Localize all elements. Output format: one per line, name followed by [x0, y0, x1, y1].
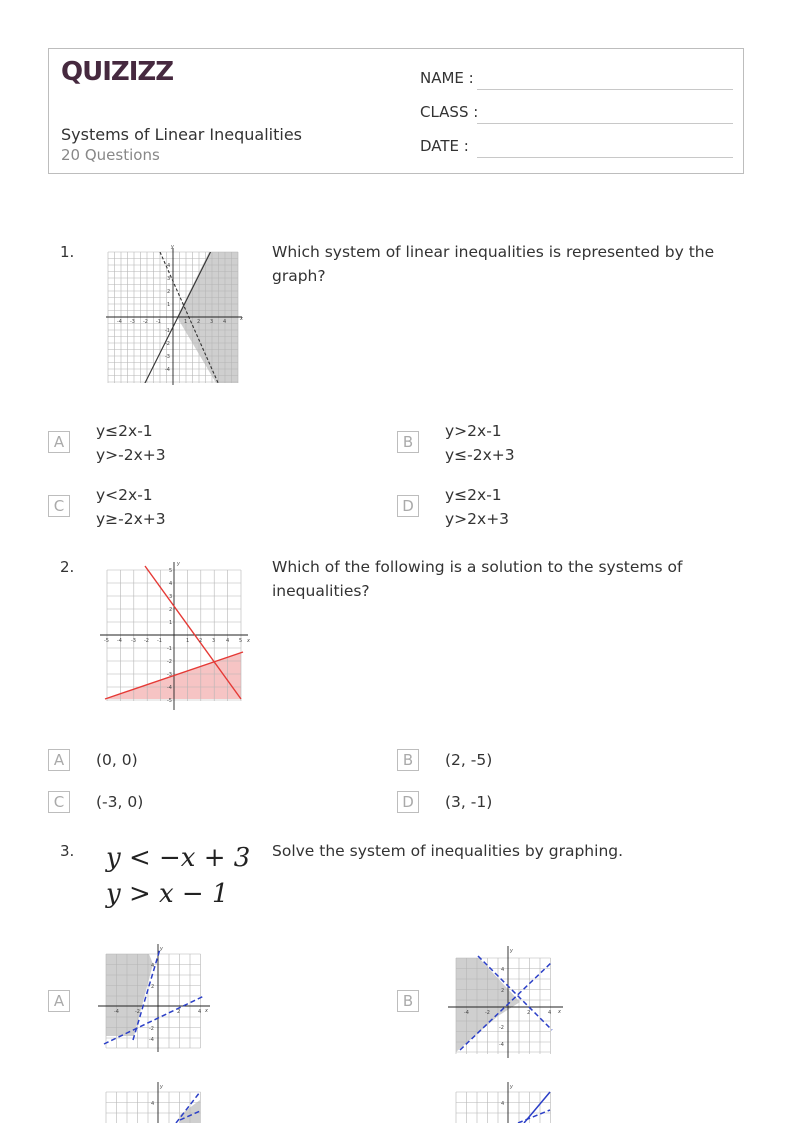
class-label: CLASS : — [420, 103, 479, 121]
q1-option-d-line2: y>2x+3 — [445, 510, 510, 528]
q2-tick: -4 — [167, 685, 172, 691]
q1-tick: 4 — [167, 263, 171, 269]
date-label: DATE : — [420, 137, 469, 155]
question-2-number: 2. — [60, 558, 75, 576]
q1-tick: -4 — [165, 367, 170, 373]
q2-tick: -1 — [167, 646, 172, 652]
question-3-text: Solve the system of inequalities by graphing. — [272, 842, 624, 860]
q3a-tick: -4 — [114, 1009, 119, 1015]
q3a-tick: 2 — [151, 984, 155, 990]
q1-option-a-line2: y>-2x+3 — [96, 446, 166, 464]
q3-option-a-graph — [96, 942, 216, 1054]
q3b-tick: 2 — [527, 1010, 531, 1016]
q2-option-a-box[interactable]: A — [48, 749, 70, 771]
quizizz-logo: QUIZIZZ — [61, 57, 174, 87]
q2-tick: 4 — [226, 638, 230, 644]
q3b-y-label: y — [510, 948, 513, 954]
q2-tick: 5 — [239, 638, 243, 644]
q1-option-c-line2: y≥-2x+3 — [96, 510, 166, 528]
q1-tick: -1 — [156, 319, 161, 325]
question-1-text: Which system of linear inequalities is represented by the graph? — [272, 243, 715, 285]
q3-inequality-2: y > x − 1 — [106, 879, 229, 909]
q3a-tick: -2 — [149, 1026, 154, 1032]
q1-tick: -3 — [130, 319, 135, 325]
q1-option-c-box[interactable]: C — [48, 495, 70, 517]
q3a-tick: -4 — [149, 1037, 154, 1043]
q2-tick: 4 — [169, 581, 173, 587]
q3b-tick: -4 — [499, 1042, 504, 1048]
q2-tick: -3 — [131, 638, 136, 644]
q3a-y-label: y — [160, 946, 163, 952]
question-1-number: 1. — [60, 243, 75, 261]
q2-tick: 5 — [169, 568, 173, 574]
q3-inequality-1: y < −x + 3 — [106, 843, 251, 873]
q1-option-b-line1: y>2x-1 — [445, 422, 502, 440]
q1-option-c-line1: y<2x-1 — [96, 486, 153, 504]
q3b-tick: 2 — [501, 988, 505, 994]
question-count: 20 Questions — [61, 146, 160, 164]
q1-tick: 3 — [167, 276, 171, 282]
q1-tick: 1 — [167, 302, 171, 308]
q3-option-c-graph — [96, 1080, 216, 1123]
q2-option-b-text: (2, -5) — [445, 751, 493, 769]
date-line[interactable] — [477, 157, 733, 158]
question-2-text: Which of the following is a solution to the systems of inequalities? — [272, 558, 683, 600]
q2-option-a-text: (0, 0) — [96, 751, 138, 769]
q2-tick: -4 — [117, 638, 122, 644]
q2-option-b-box[interactable]: B — [397, 749, 419, 771]
q2-tick: -2 — [167, 659, 172, 665]
q1-tick: 2 — [167, 289, 171, 295]
q1-option-d-box[interactable]: D — [397, 495, 419, 517]
q2-tick: -2 — [144, 638, 149, 644]
name-label: NAME : — [420, 69, 474, 87]
q1-option-b-box[interactable]: B — [397, 431, 419, 453]
question-3-number: 3. — [60, 842, 75, 860]
q1-tick: -2 — [165, 341, 170, 347]
q3b-shaded-region — [456, 958, 520, 1052]
q3-option-b-box[interactable]: B — [397, 990, 419, 1012]
q1-tick: 4 — [223, 319, 227, 325]
q2-tick: 3 — [169, 594, 173, 600]
q2-tick: 2 — [199, 638, 203, 644]
q3a-tick: -2 — [135, 1009, 140, 1015]
q1-option-a-box[interactable]: A — [48, 431, 70, 453]
q1-y-label: y — [171, 244, 174, 250]
q3-option-b-graph — [446, 944, 568, 1060]
q1-option-b-line2: y≤-2x+3 — [445, 446, 515, 464]
q2-option-c-box[interactable]: C — [48, 791, 70, 813]
q3a-x-label: x — [205, 1008, 208, 1014]
q2-tick: -1 — [157, 638, 162, 644]
worksheet-header — [48, 48, 744, 174]
name-line[interactable] — [477, 89, 733, 90]
q1-tick: -4 — [117, 319, 122, 325]
q1-tick: 3 — [210, 319, 214, 325]
q2-tick: 1 — [169, 620, 173, 626]
q2-option-c-text: (-3, 0) — [96, 793, 144, 811]
q3a-tick: 4 — [151, 963, 155, 969]
q3b-tick: 4 — [548, 1010, 552, 1016]
worksheet-title: Systems of Linear Inequalities — [61, 125, 302, 144]
q2-tick: -3 — [167, 672, 172, 678]
q3a-tick: 4 — [198, 1009, 202, 1015]
q3b-tick: -4 — [464, 1010, 469, 1016]
q2-option-d-box[interactable]: D — [397, 791, 419, 813]
q2-tick: -5 — [167, 698, 172, 704]
q3b-tick: -2 — [499, 1025, 504, 1031]
q3d-tick: 4 — [501, 1101, 505, 1107]
q3c-tick: 4 — [151, 1101, 155, 1107]
q2-tick: 3 — [212, 638, 216, 644]
q1-tick: -1 — [165, 328, 170, 334]
question-1-graph — [106, 244, 246, 386]
q1-x-label: x — [240, 316, 243, 322]
q3c-y-label: y — [160, 1084, 163, 1090]
q1-tick: 1 — [184, 319, 188, 325]
question-2-graph — [98, 558, 254, 714]
q1-tick: -3 — [165, 354, 170, 360]
q2-tick: -5 — [104, 638, 109, 644]
q3d-y-label: y — [510, 1084, 513, 1090]
q3a-tick: 2 — [177, 1009, 181, 1015]
q2-tick: 1 — [186, 638, 190, 644]
q3-option-d-graph — [446, 1080, 568, 1123]
q3b-tick: -2 — [485, 1010, 490, 1016]
q1-option-d-line1: y≤2x-1 — [445, 486, 502, 504]
class-line[interactable] — [477, 123, 733, 124]
q1-option-a-line1: y≤2x-1 — [96, 422, 153, 440]
q2-tick: 2 — [169, 607, 173, 613]
q2-y-label: y — [177, 561, 180, 567]
q3-option-a-box[interactable]: A — [48, 990, 70, 1012]
q3b-x-label: x — [558, 1009, 561, 1015]
q1-tick: 2 — [197, 319, 201, 325]
q2-x-label: x — [247, 638, 250, 644]
q2-option-d-text: (3, -1) — [445, 793, 493, 811]
q1-tick: -2 — [143, 319, 148, 325]
q3a-shaded-region — [106, 954, 153, 1036]
q3b-tick: 4 — [501, 967, 505, 973]
